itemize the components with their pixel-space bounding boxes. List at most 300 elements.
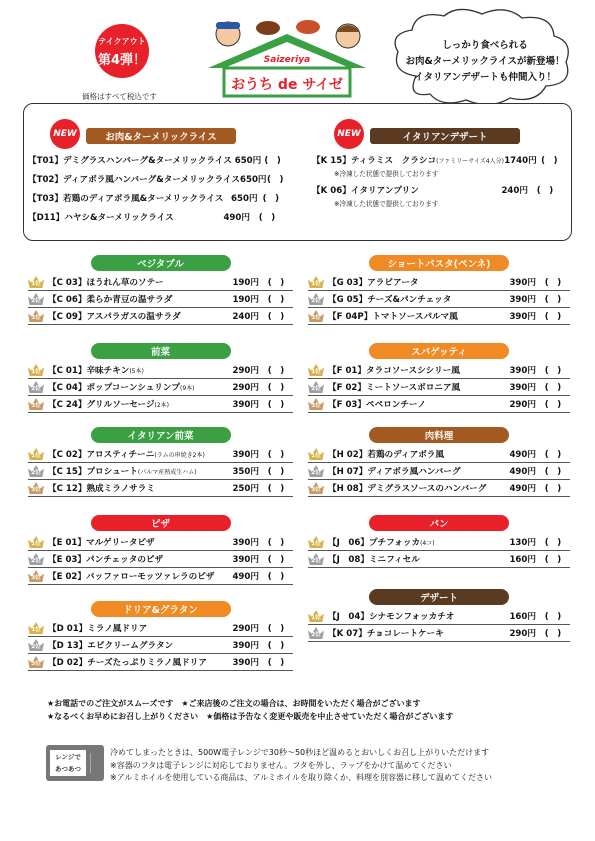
item-code: 【D 13】 (48, 641, 88, 651)
section-header: 肉料理 (369, 427, 509, 443)
menu-item-row (308, 608, 570, 625)
item-code: 【J 08】 (328, 555, 369, 565)
cloud-line: しっかり食べられる (442, 40, 528, 51)
item-note: ※冷凍した状態で提供しております (334, 170, 439, 178)
rank-number: 1位 (311, 453, 321, 459)
item-subtext: (2本) (154, 402, 170, 409)
menu-item-row (28, 654, 293, 671)
item-code: 【G 05】 (328, 295, 368, 305)
item-price: 490円 (509, 467, 536, 477)
quantity-box[interactable]: ( ) (267, 467, 285, 477)
item-price: 650円 (239, 174, 267, 185)
new-menu-section (312, 128, 562, 210)
menu-item-row (308, 396, 570, 413)
item-name-text: 熟成ミラノサラミ (86, 484, 155, 494)
item-name-text: グリルソーセージ (86, 400, 155, 410)
quantity-box[interactable]: ( ) (258, 212, 276, 223)
quantity-box[interactable]: ( ) (267, 366, 285, 376)
micro-line: ※アルミホイルを使用している商品は、アルミホイルを取り除くか、料理を別容器に移して温めてください (110, 773, 493, 782)
rank-number: 3位 (31, 487, 41, 493)
menu-item-row (28, 534, 293, 551)
item-name-text: イタリアンプリン (350, 185, 419, 196)
section-header: イタリアン前菜 (91, 427, 231, 443)
microwave-instructions (110, 747, 492, 785)
menu-section (28, 515, 293, 585)
item-name-text: アラビアータ (367, 278, 419, 288)
rank-crown-icon (28, 448, 44, 460)
section-header: イタリアンデザート (370, 128, 520, 144)
item-code: 【D 01】 (48, 624, 88, 634)
rank-number: 1位 (31, 369, 41, 375)
menu-item-row (28, 274, 293, 291)
section-header: ピザ (91, 515, 231, 531)
takeout-badge (95, 24, 149, 78)
quantity-box[interactable]: ( ) (267, 174, 284, 185)
rank-crown-icon (308, 610, 324, 622)
item-name-text: デミグラスソースのハンバーグ (367, 484, 487, 494)
section-header: スパゲッティ (369, 343, 509, 359)
item-price: 160円 (509, 612, 536, 622)
rank-crown-icon (28, 276, 44, 288)
item-subtext: (4コ) (420, 540, 435, 547)
microwave-knob (90, 753, 99, 773)
rank-crown-icon (308, 310, 324, 322)
menu-item-row (28, 379, 293, 396)
section-header: デザート (369, 589, 509, 605)
menu-item-row (28, 362, 293, 379)
menu-item-row (28, 188, 284, 207)
item-name-text: 辛味チキン (86, 366, 130, 376)
quantity-box[interactable]: ( ) (267, 641, 285, 651)
item-name (86, 310, 215, 322)
rank-crown-icon (28, 622, 44, 634)
menu-item-row (308, 625, 570, 642)
menu-item-row (308, 534, 570, 551)
item-name (367, 448, 492, 460)
rank-number: 1位 (31, 281, 41, 287)
section-header: ドリア&グラタン (91, 601, 231, 617)
item-price: 290円 (509, 629, 536, 639)
rank-crown-icon (28, 364, 44, 376)
rank-number: 3位 (31, 403, 41, 409)
item-price: 390円 (232, 555, 259, 565)
menu-item-row (308, 291, 570, 308)
menu-section (308, 343, 570, 413)
quantity-box[interactable]: ( ) (262, 193, 280, 204)
item-name (367, 482, 492, 494)
quantity-box[interactable]: ( ) (267, 400, 285, 410)
footer-line: ★お電話でのご注文がスムーズです ★ご来店後のご注文の場合は、お時間をいただく場合がございます (47, 699, 421, 708)
item-name (64, 211, 206, 223)
item-subtext: (パルマ産熟成生ハム) (137, 469, 197, 476)
menu-item-row (28, 551, 293, 568)
item-price: 390円 (509, 278, 536, 288)
quantity-box[interactable]: ( ) (544, 484, 562, 494)
tax-note: 価格はすべて税込です (82, 92, 157, 101)
menu-item-row (28, 396, 293, 413)
menu-item-row (308, 308, 570, 325)
item-price: 240円 (232, 312, 259, 322)
item-code: 【F 03】 (328, 400, 367, 410)
quantity-box[interactable]: ( ) (544, 278, 562, 288)
menu-section (28, 343, 293, 413)
item-price: 350円 (232, 467, 259, 477)
menu-section (308, 427, 570, 497)
rank-number: 2位 (311, 558, 321, 564)
menu-item-row (308, 379, 570, 396)
quantity-box[interactable]: ( ) (544, 383, 562, 393)
item-name-text: ミートソースボロニア風 (366, 383, 461, 393)
item-name (367, 627, 492, 639)
item-code: 【J 04】 (328, 612, 369, 622)
item-code: 【C 06】 (48, 295, 87, 305)
item-code: 【C 02】 (48, 450, 87, 460)
quantity-box[interactable]: ( ) (267, 624, 285, 634)
new-badge: NEW (334, 119, 364, 149)
quantity-box[interactable]: ( ) (264, 155, 281, 166)
item-price: 390円 (232, 538, 259, 548)
item-name-text: ティラミス クラシコ (350, 155, 437, 166)
item-subtext: (ファミリーサイズ4人分) (436, 157, 504, 165)
item-subtext: (9本) (180, 385, 195, 392)
item-name (86, 276, 215, 288)
item-code: 【G 03】 (328, 278, 368, 288)
item-price: 290円 (232, 624, 259, 634)
item-name-text: 若鶏のディアボラ風&ターメリックライス (63, 193, 224, 204)
menu-item-row (312, 150, 562, 169)
quantity-box[interactable]: ( ) (544, 467, 562, 477)
item-name (367, 276, 492, 288)
rank-crown-icon (28, 310, 44, 322)
rank-number: 2位 (31, 386, 41, 392)
item-code: 【D 02】 (48, 658, 88, 668)
item-code: 【C 24】 (48, 400, 87, 410)
rank-crown-icon (308, 276, 324, 288)
rank-crown-icon (308, 293, 324, 305)
item-price: 390円 (232, 400, 259, 410)
item-name-text: チーズたっぷりミラノ風ドリア (87, 658, 207, 668)
item-code: 【J 06】 (328, 538, 369, 548)
item-price: 390円 (232, 450, 259, 460)
item-price: 490円 (223, 212, 250, 223)
item-name-text: バッファローモッツァレラのピザ (86, 572, 215, 582)
item-name-text: アスパラガスの温サラダ (86, 312, 181, 322)
item-code: 【K 15】 (312, 155, 351, 166)
item-price: 650円 (234, 155, 262, 166)
quantity-box[interactable]: ( ) (544, 366, 562, 376)
menu-item-row (308, 274, 570, 291)
item-code: 【D11】 (28, 212, 65, 223)
micro-line: ※容器のフタは電子レンジに対応しておりません。フタを外し、ラップをかけて温めてください (110, 760, 452, 770)
item-name (86, 482, 215, 494)
item-code: 【T01】 (28, 155, 64, 166)
item-name-text: ほうれん草のソテー (86, 278, 164, 288)
rank-crown-icon (28, 465, 44, 477)
rank-number: 3位 (311, 487, 321, 493)
rank-number: 2位 (31, 558, 41, 564)
item-price: 290円 (232, 383, 259, 393)
item-name (351, 184, 484, 196)
item-name-text: ディアボラ風ハンバーグ (367, 467, 461, 477)
item-name (351, 154, 504, 166)
rank-number: 3位 (311, 315, 321, 321)
item-name-text: ポップコーンシュリンプ (86, 383, 180, 393)
rank-crown-icon (308, 398, 324, 410)
item-price: 390円 (232, 658, 259, 668)
menu-section (308, 515, 570, 568)
item-subtext: (ラムの串焼き2本) (154, 452, 205, 459)
item-price: 190円 (232, 278, 259, 288)
footer-notes (47, 697, 453, 723)
quantity-box[interactable]: ( ) (267, 450, 285, 460)
item-name-text: ミラノ風ドリア (87, 624, 148, 634)
quantity-box[interactable]: ( ) (267, 658, 285, 668)
logo-title: おうち de サイゼ (231, 77, 343, 93)
menu-item-row (312, 180, 562, 199)
section-header: お肉&ターメリックライス (86, 128, 236, 144)
item-name-text: アロスティチーニ (86, 450, 155, 460)
quantity-box[interactable]: ( ) (267, 383, 285, 393)
section-header: ベジタブル (91, 255, 231, 271)
item-price: 160円 (509, 555, 536, 565)
item-name-text: ミニフィセル (368, 555, 420, 565)
item-name (86, 448, 215, 460)
item-name (87, 656, 215, 668)
item-name (86, 570, 215, 582)
item-name-text: 柔らか青豆の温サラダ (86, 295, 173, 305)
item-name (86, 381, 215, 393)
menu-item-row (28, 480, 293, 497)
item-name (367, 465, 492, 477)
item-name (63, 173, 240, 185)
quantity-box[interactable]: ( ) (267, 555, 285, 565)
section-header: ショートパスタ(ペンネ) (369, 255, 509, 271)
rank-number: 3位 (31, 315, 41, 321)
menu-item-row (28, 308, 293, 325)
takeout-label: テイクアウト (98, 37, 146, 46)
item-name-text: トマトソースパルマ風 (372, 312, 458, 322)
item-code: 【C 01】 (48, 366, 87, 376)
menu-item-row (28, 446, 293, 463)
item-name (86, 364, 215, 376)
cloud-line: イタリアンデザートも仲間入り！ (413, 72, 557, 83)
quantity-box[interactable]: ( ) (544, 450, 562, 460)
rank-crown-icon (28, 570, 44, 582)
ouchi-de-saize-logo (198, 18, 376, 100)
item-subtext: (5本) (129, 368, 144, 375)
item-code: 【F 01】 (328, 366, 367, 376)
item-code: 【E 01】 (48, 538, 87, 548)
item-name-text: シナモンフォッカチオ (368, 612, 455, 622)
item-name (87, 639, 215, 651)
menu-item-row (28, 620, 293, 637)
quantity-box[interactable]: ( ) (544, 612, 562, 622)
menu-item-row (28, 637, 293, 654)
rank-number: 3位 (311, 403, 321, 409)
quantity-box[interactable]: ( ) (544, 538, 562, 548)
item-name-text: チョコレートケーキ (366, 629, 444, 639)
quantity-box[interactable]: ( ) (267, 278, 285, 288)
rank-crown-icon (308, 448, 324, 460)
item-code: 【T03】 (28, 193, 64, 204)
item-name (367, 293, 492, 305)
menu-section (28, 601, 293, 671)
rank-number: 2位 (311, 386, 321, 392)
logo-brand: Saizeriya (263, 55, 311, 65)
item-price: 390円 (509, 295, 536, 305)
rank-number: 2位 (31, 298, 41, 304)
item-code: 【K 06】 (312, 185, 351, 196)
item-price: 490円 (232, 572, 259, 582)
rank-crown-icon (308, 627, 324, 639)
item-name-text: プロシュート (86, 467, 138, 477)
item-code: 【E 02】 (48, 572, 87, 582)
rank-number: 1位 (311, 541, 321, 547)
item-name (86, 465, 215, 477)
rank-crown-icon (28, 536, 44, 548)
quantity-box[interactable]: ( ) (544, 295, 562, 305)
item-price: 1740円 (504, 155, 537, 166)
item-name-text: プチフォッカ (368, 538, 421, 548)
item-code: 【C 03】 (48, 278, 87, 288)
item-name (63, 154, 232, 166)
quantity-box[interactable]: ( ) (267, 484, 285, 494)
item-code: 【H 02】 (328, 450, 368, 460)
item-name-text: マルゲリータピザ (86, 538, 155, 548)
item-name-text: パンチェッタのピザ (86, 555, 164, 565)
menu-item-row (308, 463, 570, 480)
rank-number: 2位 (311, 632, 321, 638)
item-name (369, 610, 492, 622)
rank-number: 1位 (311, 369, 321, 375)
rank-crown-icon (308, 465, 324, 477)
rank-number: 3位 (31, 661, 41, 667)
rank-crown-icon (308, 364, 324, 376)
item-name (86, 553, 215, 565)
item-code: 【T02】 (28, 174, 64, 185)
menu-item-row (308, 480, 570, 497)
rank-number: 1位 (311, 615, 321, 621)
menu-item-row (28, 568, 293, 585)
new-badge: NEW (50, 119, 80, 149)
menu-section (28, 427, 293, 497)
item-name-text: ディアボラ風ハンバーグ&ターメリックライス (63, 174, 240, 185)
item-price: 390円 (509, 312, 536, 322)
item-code: 【F 04P】 (328, 312, 373, 322)
menu-section (308, 255, 570, 325)
menu-item-row (28, 207, 284, 226)
rank-crown-icon (308, 553, 324, 565)
item-code: 【K 07】 (328, 629, 367, 639)
item-name (87, 622, 215, 634)
quantity-box[interactable]: ( ) (544, 400, 562, 410)
microwave-label-line: レンジで (55, 753, 81, 761)
quantity-box[interactable]: ( ) (536, 185, 554, 196)
item-name (86, 398, 215, 410)
menu-section (308, 589, 570, 642)
item-name-text: タラコソースシシリー風 (366, 366, 460, 376)
rank-crown-icon (28, 381, 44, 393)
item-price: 490円 (509, 450, 536, 460)
item-name (86, 536, 215, 548)
quantity-box[interactable]: ( ) (267, 295, 285, 305)
item-name (372, 310, 492, 322)
rank-number: 3位 (31, 575, 41, 581)
item-name (369, 553, 492, 565)
item-name (63, 192, 223, 204)
menu-item-row (28, 291, 293, 308)
rank-number: 1位 (311, 281, 321, 287)
item-price: 290円 (509, 400, 536, 410)
rank-number: 2位 (311, 470, 321, 476)
menu-item-row (28, 150, 284, 169)
menu-item-row (308, 446, 570, 463)
section-header: 前菜 (91, 343, 231, 359)
rank-crown-icon (28, 482, 44, 494)
quantity-box[interactable]: ( ) (267, 572, 285, 582)
item-price: 390円 (509, 366, 536, 376)
item-price: 190円 (232, 295, 259, 305)
item-price: 490円 (509, 484, 536, 494)
item-price: 290円 (232, 366, 259, 376)
item-code: 【E 03】 (48, 555, 87, 565)
menu-item-row (308, 362, 570, 379)
rank-number: 1位 (31, 453, 41, 459)
quantity-box[interactable]: ( ) (267, 538, 285, 548)
microwave-label (50, 750, 86, 776)
item-name (86, 293, 215, 305)
quantity-box[interactable]: ( ) (541, 155, 558, 166)
rank-crown-icon (28, 656, 44, 668)
new-menu-section (28, 128, 284, 226)
item-price: 650円 (231, 193, 258, 204)
item-price: 390円 (509, 383, 536, 393)
microwave-icon (46, 745, 104, 781)
item-code: 【H 08】 (328, 484, 368, 494)
item-name-text: デミグラスハンバーグ&ターメリックライス (63, 155, 232, 166)
item-name-text: 若鶏のディアボラ風 (367, 450, 444, 460)
item-name (369, 536, 492, 548)
cloud-line: お肉&ターメリックライスが新登場！ (405, 56, 565, 67)
rank-crown-icon (308, 381, 324, 393)
menu-item-row (28, 463, 293, 480)
rank-number: 1位 (31, 627, 41, 633)
takeout-edition: 第4弾！ (97, 53, 147, 68)
item-name (366, 364, 492, 376)
item-code: 【H 07】 (328, 467, 368, 477)
rank-crown-icon (28, 293, 44, 305)
item-name (366, 398, 492, 410)
item-price: 130円 (509, 538, 536, 548)
cloud-text (400, 38, 570, 86)
item-note: ※冷凍した状態で提供しております (334, 200, 439, 208)
item-code: 【C 04】 (48, 383, 87, 393)
item-name-text: チーズ&パンチェッタ (367, 295, 452, 305)
quantity-box[interactable]: ( ) (544, 312, 562, 322)
item-code: 【C 12】 (48, 484, 87, 494)
microwave-label-line: あつあつ (55, 765, 81, 773)
item-name-text: ペペロンチーノ (366, 400, 427, 410)
rank-crown-icon (28, 639, 44, 651)
rank-crown-icon (308, 536, 324, 548)
quantity-box[interactable]: ( ) (544, 629, 562, 639)
item-code: 【F 02】 (328, 383, 367, 393)
menu-item-row (28, 169, 284, 188)
quantity-box[interactable]: ( ) (544, 555, 562, 565)
rank-crown-icon (28, 553, 44, 565)
item-code: 【C 15】 (48, 467, 87, 477)
quantity-box[interactable]: ( ) (267, 312, 285, 322)
